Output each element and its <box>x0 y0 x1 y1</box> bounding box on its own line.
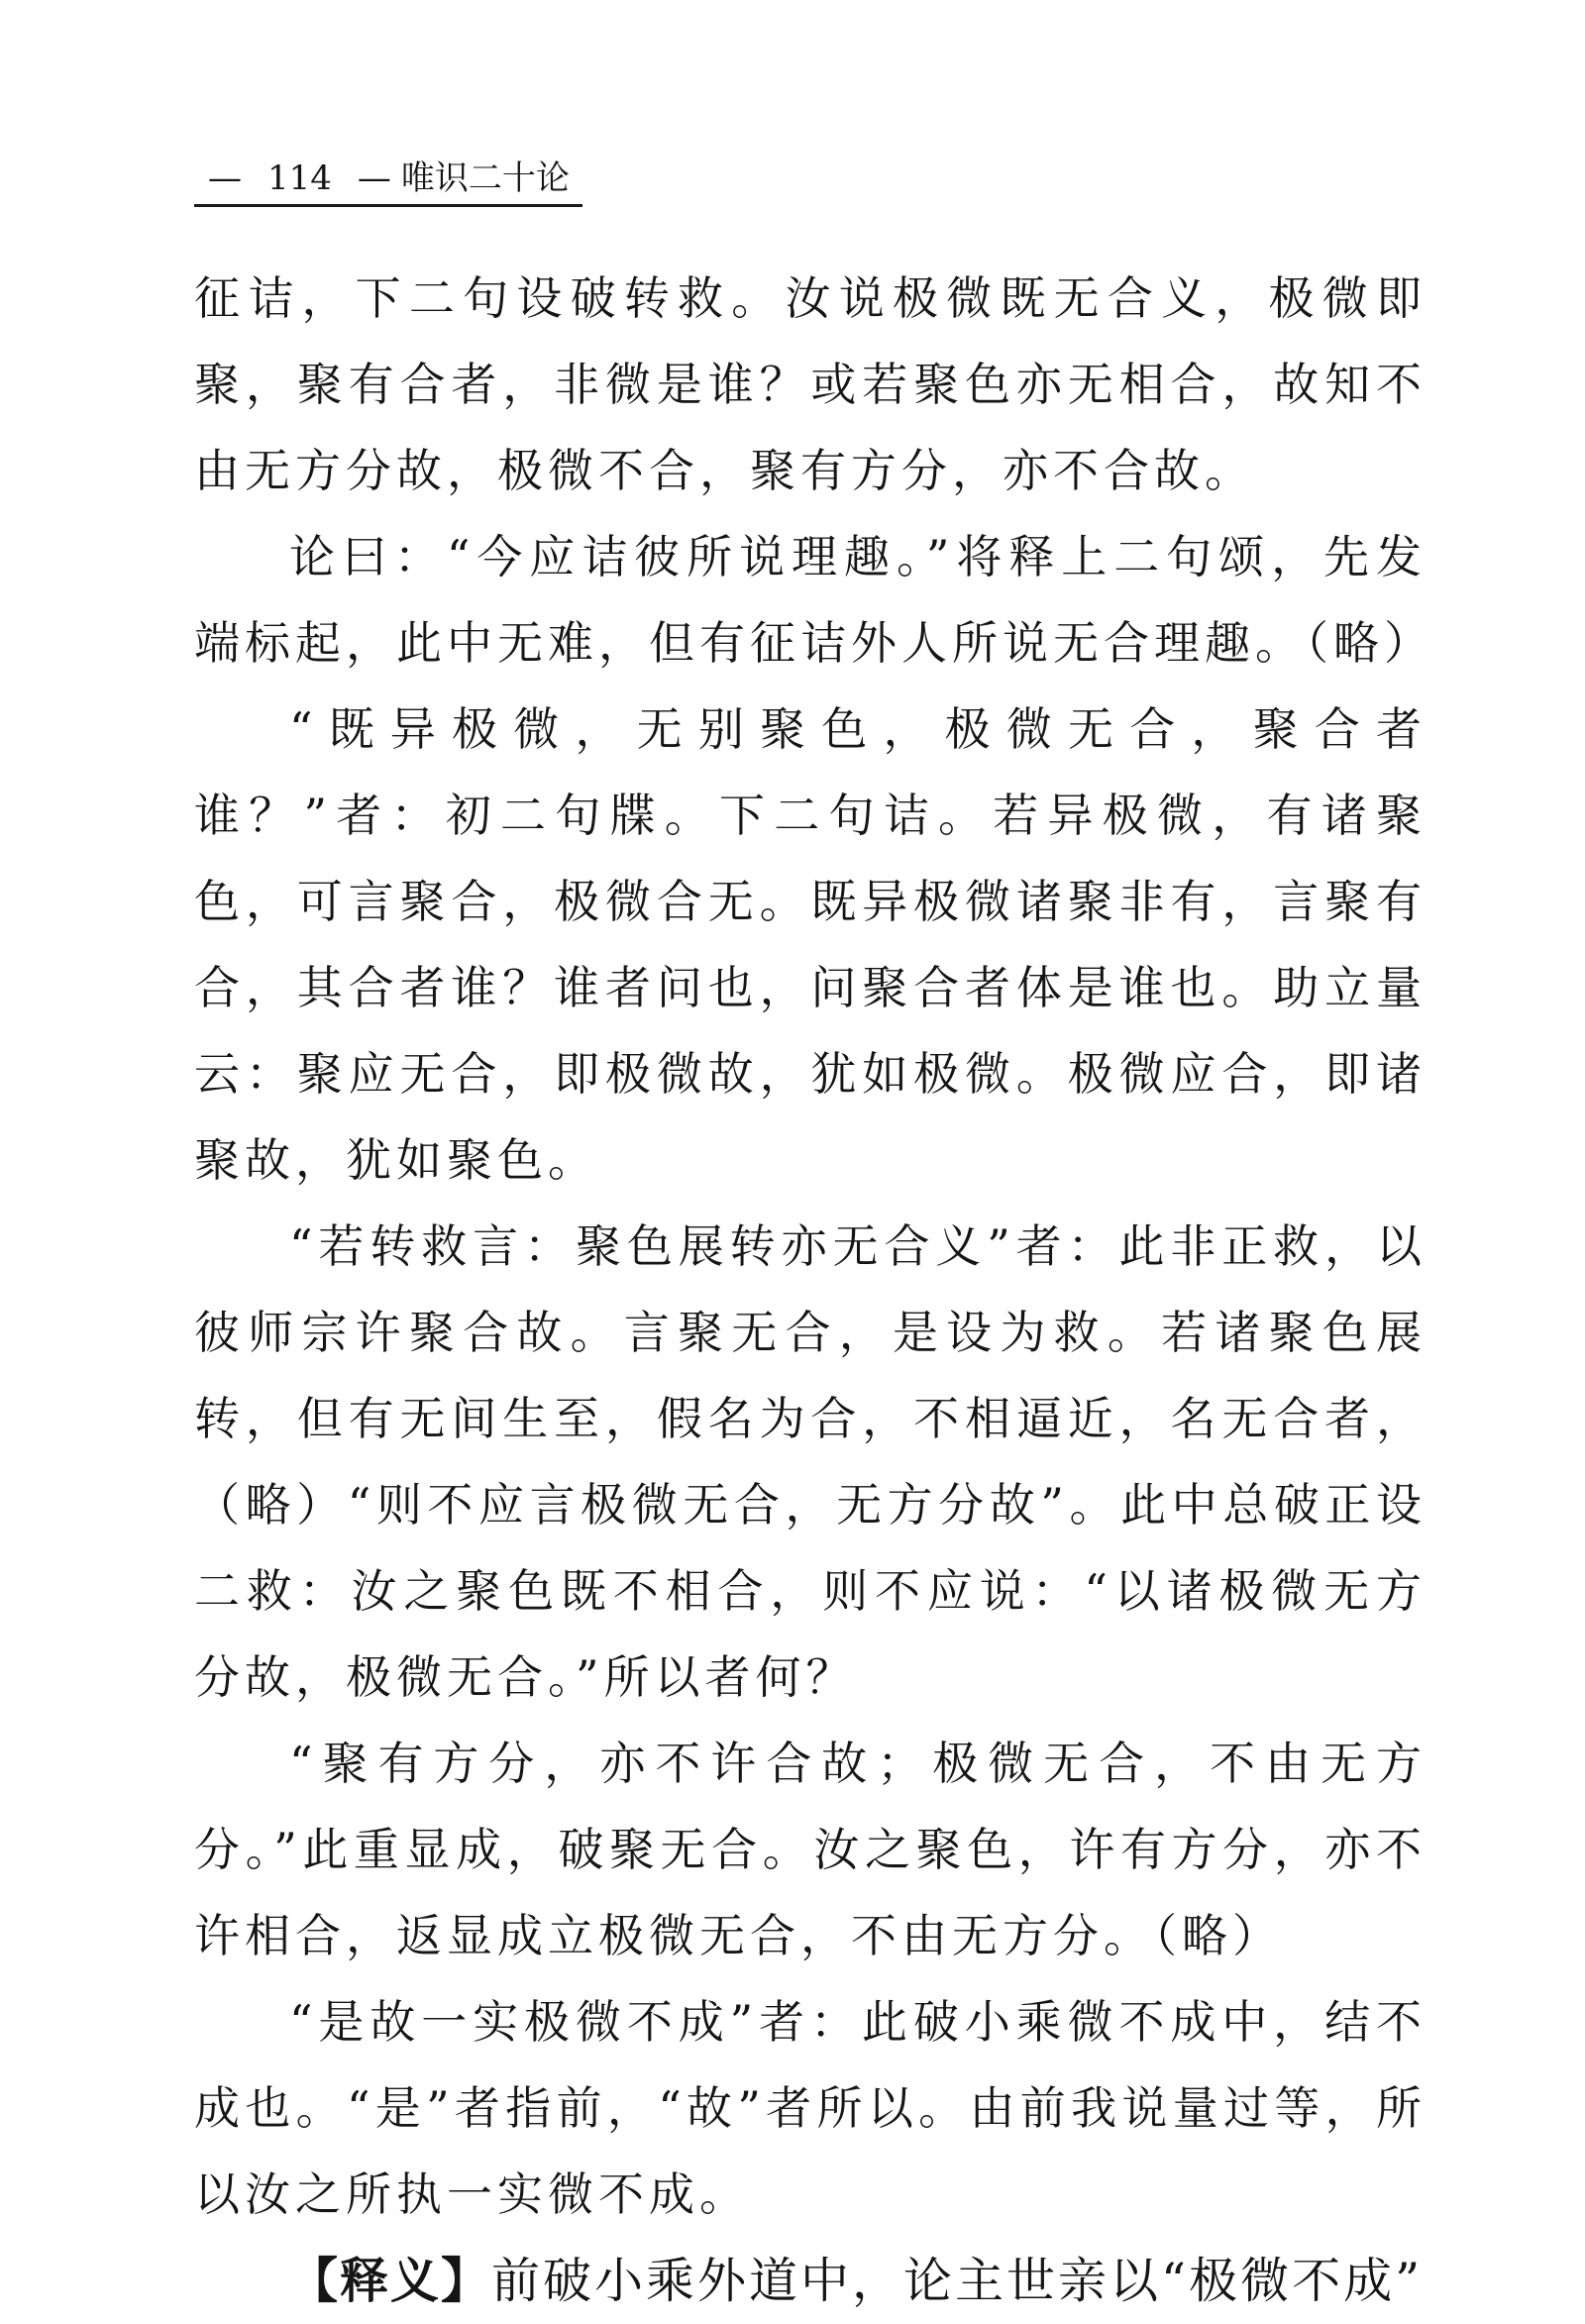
shiyi-text: 前破小乘外道中，论主世亲以“极微不成” <box>491 2253 1424 2309</box>
paragraph-ruo-zhuan-jiu: “若转救言：聚色展转亦无合义”者：此非正救，以彼师宗许聚合故。言聚无合，是设为救。若诸聚色展转，但有无间生至，假名为合，不相逼近，名无合者，（略）“则不应言极微无合，无方分故”。此中总破正设二救：汝之聚色既不相合，则不应说：“以诸极微无方分故，极微无合。”所以者何？ <box>194 1219 1426 1704</box>
page-body <box>194 256 1434 2324</box>
running-header <box>198 157 570 200</box>
paragraph-shiyi <box>194 2238 1426 2324</box>
page-number: 114 <box>267 158 332 198</box>
paragraph-shi-gu: “是故一实极微不成”者：此破小乘微不成中，结不成也。“是”者指前，“故”者所以。由前我说量过等，所以汝之所执一实微不成。 <box>194 1995 1426 2221</box>
header-rule <box>194 204 582 207</box>
paragraph-ju-you-fang-fen: “聚有方分，亦不许合故；极微无合，不由无方分。”此重显成，破聚无合。汝之聚色，许有方分，亦不许相合，返显成立极微无合，不由无方分。（略） <box>194 1737 1426 1962</box>
header-dash-right: — <box>357 158 391 198</box>
book-title: 唯识二十论 <box>400 158 570 198</box>
paragraph-continuation: 征诘，下二句设破转救。汝说极微既无合义，极微即聚，聚有合者，非微是谁？或若聚色亦无相合，故知不由无方分故，极微不合，聚有方分，亦不合故。 <box>194 271 1426 497</box>
header-dash-left: — <box>208 158 242 198</box>
paragraph-lun-yue: 论曰：“今应诘彼所说理趣。”将释上二句颂，先发端标起，此中无难，但有征诘外人所说无合理趣。（略） <box>194 530 1434 670</box>
paragraph-ji-yi-ji-wei: “既异极微，无别聚色，极微无合，聚合者谁？”者：初二句牒。下二句诘。若异极微，有诸聚色，可言聚合，极微合无。既异极微诸聚非有，言聚有合，其合者谁？谁者问也，问聚合者体是谁也。助立量云：聚应无合，即极微故，犹如极微。极微应合，即诸聚故，犹如聚色。 <box>194 702 1426 1187</box>
shiyi-tag: 【释义】 <box>289 2253 492 2309</box>
